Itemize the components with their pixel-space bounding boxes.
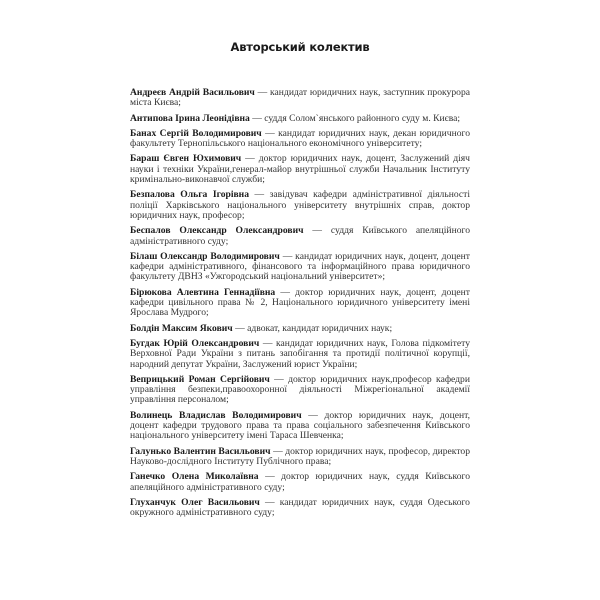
author-entry [130, 154, 470, 185]
author-entry [130, 88, 470, 109]
author-name: Глуханчук Олег Васильович [130, 496, 260, 508]
author-name: Болдін Максим Якович [130, 322, 233, 334]
author-description: — доктор юридичних наук, доцент, доцент кафедри цивільного права № 2, Національного юридичного університету імені Ярослава Мудрого; [130, 286, 470, 319]
author-description: — адвокат, кандидат юридичних наук; [232, 322, 393, 334]
author-name: Бараш Євген Юхимович [130, 153, 242, 165]
author-description: — суддя Солом`янського районного суду м. Києва; [249, 112, 461, 124]
page-title: Авторський колектив [230, 40, 370, 54]
author-entry [130, 498, 470, 519]
author-description: — доктор юридичних наук, доцент, Заслужений діяч науки і техніки України,генерал-майор внутрішньої служби Начальник Інституту кримінально-виконавчої служби; [130, 153, 470, 186]
author-name: Галунько Валентин Васильович [130, 445, 271, 457]
author-description: — завідувач кафедри адміністративної діяльності поліції Харківського національного університету внутрішніх справ, доктор юридичних наук, професор; [130, 189, 470, 221]
author-name: Веприцький Роман Сергійович [130, 373, 270, 385]
author-entry [130, 190, 470, 221]
author-name: Бугдак Юрій Олександрович [130, 337, 260, 349]
author-entry [130, 411, 470, 442]
author-list [130, 88, 470, 523]
author-description: — доктор юридичних наук, суддя Київського апеляційного адміністративного суду; [130, 471, 470, 493]
author-description: — кандидат юридичних наук, декан юридичного факультету Тернопільського національного економічного університету; [130, 127, 470, 150]
author-name: Беспалов Олександр Олександрович [130, 225, 304, 237]
author-description: — доктор юридичних наук,професор кафедри управління безпеки,правоохоронної діяльності Міжрегіональної академії управління персоналом; [130, 373, 470, 406]
author-name: Бірюкова Алевтина Геннадіївна [130, 286, 276, 298]
author-entry [130, 129, 470, 150]
author-name: Антипова Ірина Леонідівна [130, 112, 250, 124]
author-description: — доктор юридичних наук, доцент, доцент кафедри трудового права та права соціального забезпечення Київського національного університету імені Тараса Шевченка; [130, 409, 470, 442]
author-name: Банах Сергій Володимирович [130, 127, 262, 139]
author-description: — кандидат юридичних наук, заступник прокурора міста Києва; [130, 87, 470, 109]
author-entry [130, 447, 470, 468]
author-description: — кандидат юридичних наук, доцент, доцент кафедри адміністративного, фінансового та інформаційного права юридичного факультету ДВНЗ «Ужгородський національний університет»; [130, 250, 471, 283]
author-entry [130, 339, 470, 370]
author-name: Волинець Владислав Володимирович [130, 409, 302, 421]
author-entry [130, 114, 470, 124]
author-entry [130, 288, 470, 319]
author-name: Андреєв Андрій Васильович [130, 87, 255, 98]
author-description: — кандидат юридичних наук, суддя Одеського окружного адміністративного суду; [130, 496, 470, 519]
author-entry [130, 472, 470, 493]
author-entry [130, 375, 470, 406]
document-page [130, 0, 470, 600]
author-description: — суддя Київського апеляційного адміністративного суду; [130, 225, 470, 247]
author-entry [130, 226, 470, 247]
author-name: Ганечко Олена Миколаївна [130, 471, 259, 483]
author-entry [130, 252, 470, 283]
author-description: — доктор юридичних наук, професор, директор Науково-дослідного Інституту Публічного права; [130, 445, 471, 467]
author-entry [130, 324, 470, 334]
author-name: Безпалова Ольга Ігорівна [130, 189, 250, 201]
author-name: Білаш Олександр Володимирович [130, 250, 280, 262]
author-description: — кандидат юридичних наук, Голова підкомітету Верховної Ради України з питань запобігання та протидії політичної корупції, народний депутат України, Заслужений юрист України; [130, 337, 470, 370]
